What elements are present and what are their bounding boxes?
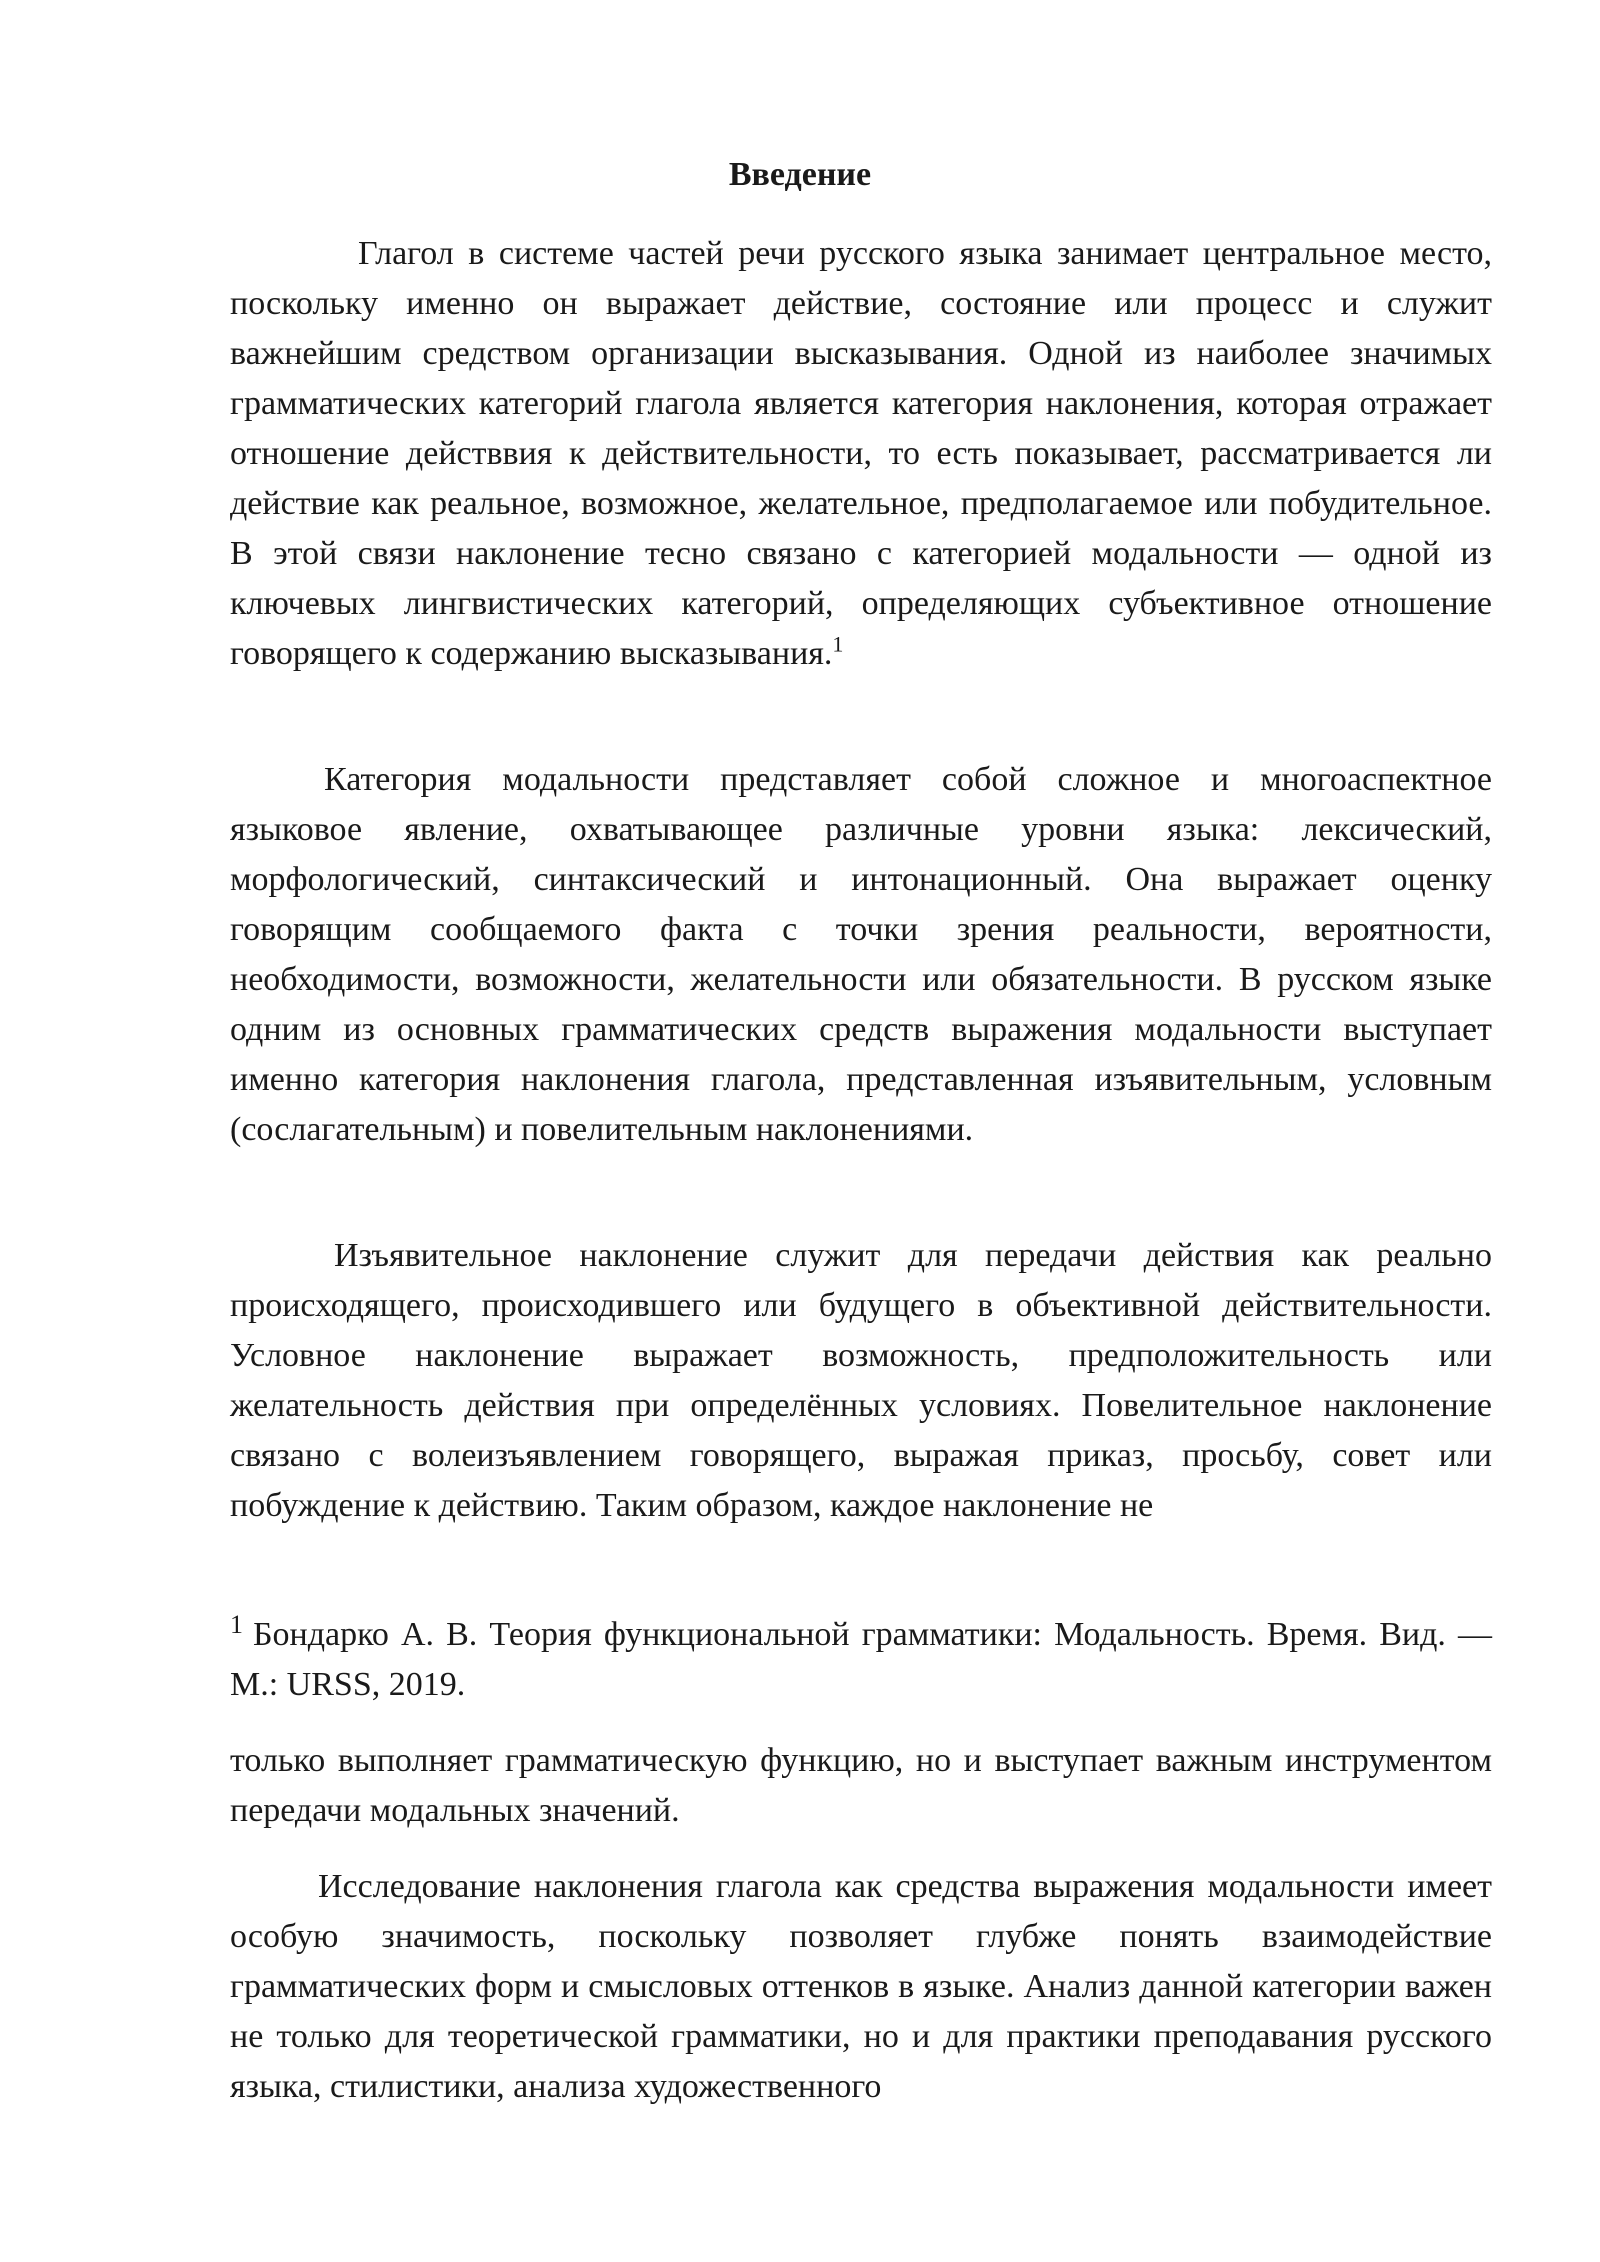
page-title: Введение bbox=[728, 156, 872, 193]
paragraph-research: Исследование наклонения глагола как средства выражения модальности имеет особую значимость, поскольку позволяет глубже понять взаимодействие грамматических форм и смысловых оттенков в языке. Анализ данной категории важен не только для теоретической грамматики, но и для практики преподавания русского языка, стилистики, анализа художественного bbox=[230, 1868, 1492, 2105]
paragraph-continuation: только выполняет грамматическую функцию, но и выступает важным инструментом передачи модальных значений. bbox=[230, 1742, 1492, 1829]
paragraph-intro bbox=[230, 229, 1492, 679]
paragraph-moods: Изъявительное наклонение служит для передачи действия как реально происходящего, происходившего или будущего в объективной действительности. Условное наклонение выражает возможность, предположительность или желательность действия при определённых условиях. Повелительное наклонение связано с волеизъявлением говорящего, выражая приказ, просьбу, совет или побуждение к действию. Таким образом, каждое наклонение не bbox=[230, 1237, 1492, 1524]
paragraph-intro-text: Глагол в системе частей речи русского языка занимает центральное место, поскольку именно он выражает действие, состояние или процесс и служит важнейшим средством организации высказывания. Одной из наиболее значимых грамматических категорий глагола является категория наклонения, которая отражает отношение действвия к действительности, то есть показывает, рассматривается ли действие как реальное, возможное, желательное, предполагаемое или побудительное. В этой связи наклонение тесно связано с категорией модальности — одной из ключевых лингвистических категорий, определяющих субъективное отношение говорящего к содержанию высказывания. bbox=[230, 235, 1492, 672]
paragraph-modality: Категория модальности представляет собой сложное и многоаспектное языковое явление, охватывающее различные уровни языка: лексический, морфологический, синтаксический и интонационный. Она выражает оценку говорящим сообщаемого факта с точки зрения реальности, вероятности, необходимости, возможности, желательности или обязательности. В русском языке одним из основных грамматических средств выражения модальности выступает именно категория наклонения глагола, представленная изъявительным, условным (сослагательным) и повелительным наклонениями. bbox=[230, 761, 1492, 1148]
footnote-mark: 1 bbox=[230, 1609, 243, 1639]
footnote bbox=[230, 1610, 1492, 1710]
footnote-text: Бондарко А. В. Теория функциональной грамматики: Модальность. Время. Вид. — М.: URSS, 2019. bbox=[230, 1616, 1492, 1703]
footnote-reference: 1 bbox=[832, 631, 844, 657]
